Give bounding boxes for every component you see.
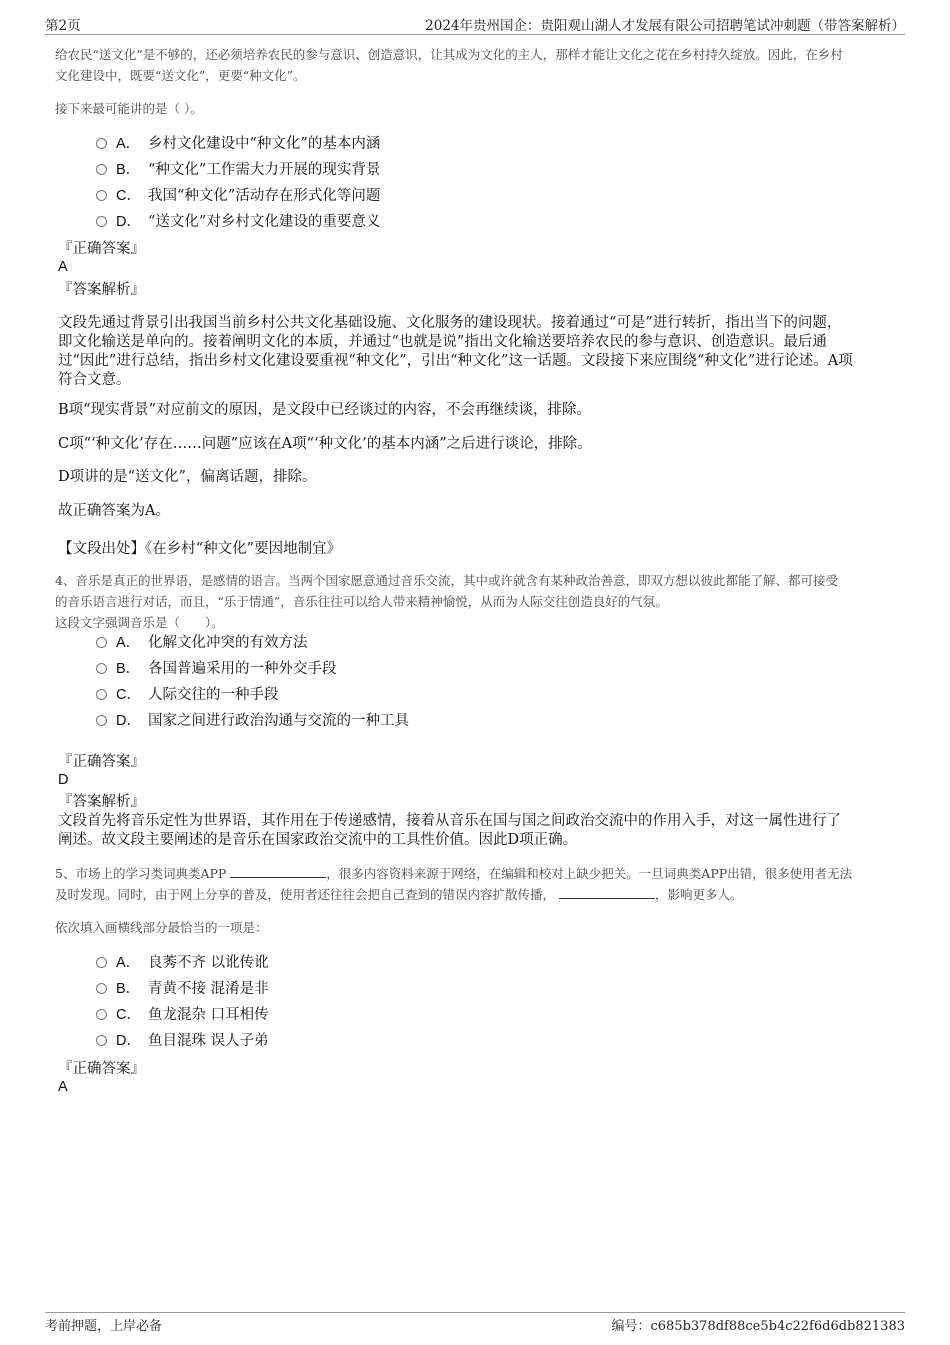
fill-blank-2[interactable] bbox=[559, 886, 655, 899]
q4-option-b[interactable]: B． 各国普遍采用的一种外交手段 bbox=[96, 659, 337, 679]
q5-option-d[interactable]: D． 鱼目混珠 误人子弟 bbox=[96, 1031, 269, 1051]
q5-prompt: 依次填入画横线部分最恰当的一项是： bbox=[55, 920, 268, 935]
radio-icon[interactable] bbox=[96, 983, 107, 994]
document-title: 2024年贵州国企：贵阳观山湖人才发展有限公司招聘笔试冲刺题（带答案解析） bbox=[425, 18, 905, 34]
page-footer bbox=[45, 1312, 905, 1334]
document-id: 编号：c685b378df88ce5b4c22f6d6db821383 bbox=[611, 1319, 905, 1334]
q4-stem: 4、音乐是真正的世界语，是感情的语言。当两个国家愿意通过音乐交流，其中或许就含有某种政治善意，即双方想以彼此都能了解、都可接受 的音乐语言进行对话，而且，“乐于情通”，音乐往往可以给人带来精神愉悦，从而为人际交往创造良好的气氛。 这段文字强调音乐是（ ）。 bbox=[55, 570, 900, 633]
radio-icon[interactable] bbox=[96, 1035, 107, 1046]
radio-icon[interactable] bbox=[96, 164, 107, 175]
q3-analysis-d: D项讲的是“送文化”，偏离话题，排除。 bbox=[58, 469, 317, 485]
q5-stem: 5、市场上的学习类词典类APP ，很多内容资料来源于网络，在编辑和校对上缺少把关。一旦词典类APP出错，很多使用者无法 及时发现。同时，由于网上分享的普及，使用者还往往会把自己查到的错误内容扩散传播， ，影响更多人。 bbox=[55, 866, 853, 902]
radio-icon[interactable] bbox=[96, 216, 107, 227]
q4-correct-label: 『正确答案』 bbox=[58, 754, 145, 770]
q5-option-b[interactable]: B． 青黄不接 混淆是非 bbox=[96, 979, 269, 999]
q5-option-a[interactable]: A． 良莠不齐 以讹传讹 bbox=[96, 953, 269, 973]
q3-analysis: 文段先通过背景引出我国当前乡村公共文化基础设施、文化服务的建设现状。接着通过“可是”进行转折，指出当下的问题， 即文化输送是单向的。接着阐明文化的本质，并通过“也就是说”指出文化输送要培养农民的参与意识、创造意识。最后通 过“因此”进行总结，指出乡村文化建设要重视“种文化”，引出“种文化”这一话题。文段接下来应围绕“种文化”进行论述。A项 符合文意。 bbox=[58, 315, 853, 388]
q4-analysis-label: 『答案解析』 bbox=[58, 794, 145, 810]
page-header bbox=[45, 14, 905, 35]
q4-option-d[interactable]: D． 国家之间进行政治沟通与交流的一种工具 bbox=[96, 711, 409, 731]
radio-icon[interactable] bbox=[96, 957, 107, 968]
radio-icon[interactable] bbox=[96, 689, 107, 700]
q3-answer: A bbox=[58, 259, 68, 275]
q4-prompt: 这段文字强调音乐是（ ）。 bbox=[55, 615, 224, 630]
q3-option-b[interactable]: B． “种文化”工作需大力开展的现实背景 bbox=[96, 160, 380, 180]
fill-blank-1[interactable] bbox=[230, 865, 326, 878]
footer-slogan: 考前押题，上岸必备 bbox=[45, 1319, 163, 1334]
radio-icon[interactable] bbox=[96, 637, 107, 648]
q3-analysis-b: B项“现实背景”对应前文的原因，是文段中已经谈过的内容，不会再继续谈，排除。 bbox=[58, 402, 591, 418]
radio-icon[interactable] bbox=[96, 663, 107, 674]
radio-icon[interactable] bbox=[96, 138, 107, 149]
radio-icon[interactable] bbox=[96, 715, 107, 726]
q3-analysis-label: 『答案解析』 bbox=[58, 282, 145, 298]
q5-answer: A bbox=[58, 1079, 68, 1095]
q3-prompt: 接下来最可能讲的是（ ）。 bbox=[55, 101, 203, 116]
q3-analysis-c: C项“‘种文化’存在……问题”应该在A项“‘种文化’的基本内涵”之后进行谈论，排除。 bbox=[58, 436, 592, 452]
radio-icon[interactable] bbox=[96, 190, 107, 201]
q3-option-d[interactable]: D． “送文化”对乡村文化建设的重要意义 bbox=[96, 212, 380, 232]
q3-source: 【文段出处】《在乡村“种文化”要因地制宜》 bbox=[58, 541, 342, 557]
q5-option-c[interactable]: C． 鱼龙混杂 口耳相传 bbox=[96, 1005, 269, 1025]
q3-stem: 给农民“送文化”是不够的，还必须培养农民的参与意识、创造意识，让其成为文化的主人，那样才能让文化之花在乡村持久绽放。因此，在乡村 文化建设中，既要“送文化”，更要“种文化”。 bbox=[55, 47, 843, 83]
q3-conclusion: 故正确答案为A。 bbox=[58, 503, 170, 519]
q3-option-a[interactable]: A． 乡村文化建设中“种文化”的基本内涵 bbox=[96, 134, 380, 154]
q4-option-a[interactable]: A． 化解文化冲突的有效方法 bbox=[96, 633, 308, 653]
q4-analysis: 文段首先将音乐定性为世界语，其作用在于传递感情，接着从音乐在国与国之间政治交流中的作用入手，对这一属性进行了 阐述。故文段主要阐述的是音乐在国家政治交流中的工具性价值。因此D项正确。 bbox=[58, 813, 841, 848]
q3-correct-label: 『正确答案』 bbox=[58, 241, 145, 257]
q5-correct-label: 『正确答案』 bbox=[58, 1061, 145, 1077]
page-number: 第2页 bbox=[45, 18, 81, 34]
q4-option-c[interactable]: C． 人际交往的一种手段 bbox=[96, 685, 279, 705]
q4-answer: D bbox=[58, 772, 69, 788]
q3-option-c[interactable]: C． 我国“种文化”活动存在形式化等问题 bbox=[96, 186, 380, 206]
radio-icon[interactable] bbox=[96, 1009, 107, 1020]
